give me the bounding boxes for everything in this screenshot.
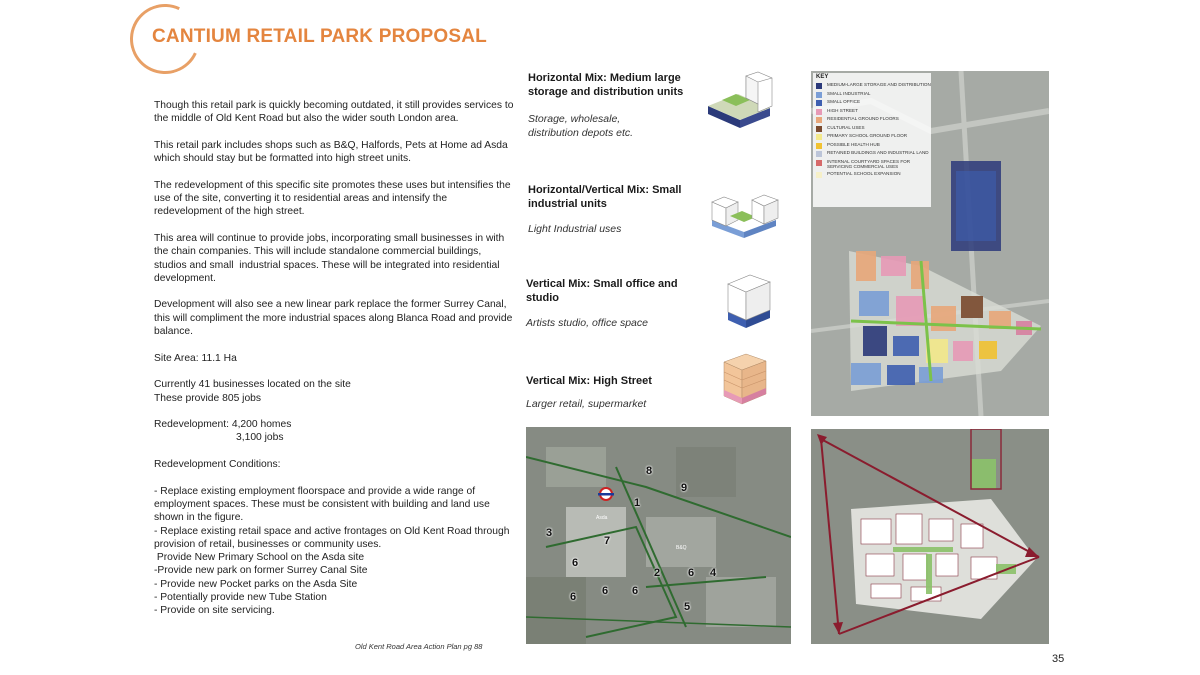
businesses-line: Currently 41 businesses located on the site [154,379,351,391]
key-label: HIGH STREET [827,107,858,113]
mix-heading: Horizontal/Vertical Mix: Small industrial units [528,184,682,210]
aerial-site-map [526,427,791,644]
key-label: RESIDENTIAL GROUND FLOORS [827,116,899,121]
paragraph: This retail park includes shops such as B&Q, Halfords, Pets at Home ad Asda which should stay but be formatted into high street units. [154,139,514,165]
key-item [816,133,931,140]
key-item [816,171,931,178]
key-label: CULTURAL USES [827,124,865,130]
key-item [816,159,931,170]
mix-description: Storage, wholesale, distribution depots etc. [528,113,634,139]
mix-heading: Horizontal Mix: Medium large storage and distribution units [528,72,684,98]
map-key [813,73,931,207]
map-label-asda: Asda [596,515,608,521]
site-number-marker: 6 [570,591,577,603]
redevelopment-jobs: 3,100 jobs [236,432,284,444]
key-label: INTERNAL COURTYARD SPACES FOR SERVICING COMMERCIAL USES [827,158,911,170]
paragraph: Though this retail park is quickly becoming outdated, it still provides services to the middle of Old Kent Road but also the wider south London area. [154,100,517,125]
site-number-marker: 5 [684,601,691,613]
key-item [816,125,931,132]
key-label: SMALL INDUSTRIAL [827,90,871,96]
site-number-marker: 4 [710,567,717,579]
key-swatch [816,151,822,157]
key-item [816,91,931,98]
mix-description: Artists studio, office space [526,317,648,329]
key-swatch [816,172,822,178]
condition-item: - Replace existing retail space and active frontages on Old Kent Road through provision of retail, businesses or community uses. [154,525,513,550]
mix-heading: Vertical Mix: Small office and studio [526,278,678,304]
jobs-line: These provide 805 jobs [154,392,262,404]
key-item [816,116,931,123]
conditions-heading: Redevelopment Conditions: [154,459,281,471]
site-number-marker: 8 [646,465,653,477]
masterplan-map [811,71,1049,416]
page-title: CANTIUM RETAIL PARK PROPOSAL [152,26,487,47]
mix-heading: Vertical Mix: High Street [526,375,652,387]
key-list [813,82,931,178]
paragraph: Development will also see a new linear park replace the former Surrey Canal, this will compliment the more industrial spaces along Blanca Road and provide balance. [154,299,516,338]
mix-block-high-street [526,374,696,412]
paragraph: This area will continue to provide jobs, incorporating small businesses in with the chain companies. This will include standalone commercial buildings, studios and small industrial spaces. These will be integrated into residential development. [154,232,508,284]
key-label: RETAINED BUILDINGS AND INDUSTRIAL LAND [827,150,929,155]
office-studio-isometric-icon [722,266,778,330]
key-label: SMALL OFFICE [827,99,861,104]
industrial-units-isometric-icon [706,180,782,240]
site-layout-drawing [811,429,1049,644]
mix-block-storage [528,71,698,140]
map-label-bq: B&Q [676,545,687,551]
key-swatch [816,100,822,106]
site-area: Site Area: 11.1 Ha [154,352,237,364]
key-swatch [816,117,822,123]
key-label: PRIMARY SCHOOL GROUND FLOOR [827,133,908,138]
site-number-marker: 6 [602,585,609,597]
key-swatch [816,134,822,140]
key-item [816,150,931,157]
site-number-marker: 6 [688,567,695,579]
paragraph: The redevelopment of this specific site promotes these uses but intensifies the use of the site, converting it to residential areas and intensify the redevelopment of the high street. [154,179,514,218]
site-number-marker: 2 [654,567,661,579]
condition-item: -Provide new park on former Surrey Canal Site [154,565,368,577]
aerial-map-drawing [526,427,791,644]
key-item [816,82,931,89]
mix-description: Larger retail, supermarket [526,398,647,410]
storage-units-isometric-icon [700,70,780,130]
key-swatch [816,92,822,98]
key-swatch [816,83,822,89]
body-text [154,99,517,618]
condition-item: - Potentially provide new Tube Station [154,591,327,603]
mix-block-industrial [528,183,698,237]
site-number-marker: 3 [546,527,553,539]
key-label: POSSIBLE HEALTH HUB [827,141,880,147]
page-number: 35 [1052,653,1065,665]
key-item [816,99,931,106]
key-swatch [816,143,822,149]
condition-item: - Replace existing employment floorspace and provide a wide range of employment spaces. These must be consistent with building and land use shown in the figure. [154,485,493,524]
site-number-marker: 1 [634,497,641,509]
key-swatch [816,126,822,132]
key-title: KEY [816,74,829,80]
key-label: POTENTIAL SCHOOL EXPANSION [827,171,901,177]
key-swatch [816,109,822,115]
key-swatch [816,160,822,166]
site-number-marker: 6 [572,557,579,569]
condition-item: - Provide new Pocket parks on the Asda Site [154,578,358,590]
mix-block-office [526,277,696,331]
site-number-marker: 9 [681,482,688,494]
source-citation: Old Kent Road Area Action Plan pg 88 [355,642,483,651]
site-layout-map [811,429,1049,644]
mix-description: Light Industrial uses [528,223,622,235]
key-item [816,142,931,149]
condition-item: Provide New Primary School on the Asda site [154,552,365,564]
site-number-marker: 7 [604,535,611,547]
key-item [816,108,931,115]
key-label: MEDIUM-LARGE STORAGE AND DISTRIBUTION [827,82,931,87]
high-street-isometric-icon [718,352,778,408]
site-number-marker: 6 [632,585,639,597]
condition-item: - Provide on site servicing. [154,605,275,617]
redevelopment-homes: Redevelopment: 4,200 homes [154,419,292,431]
